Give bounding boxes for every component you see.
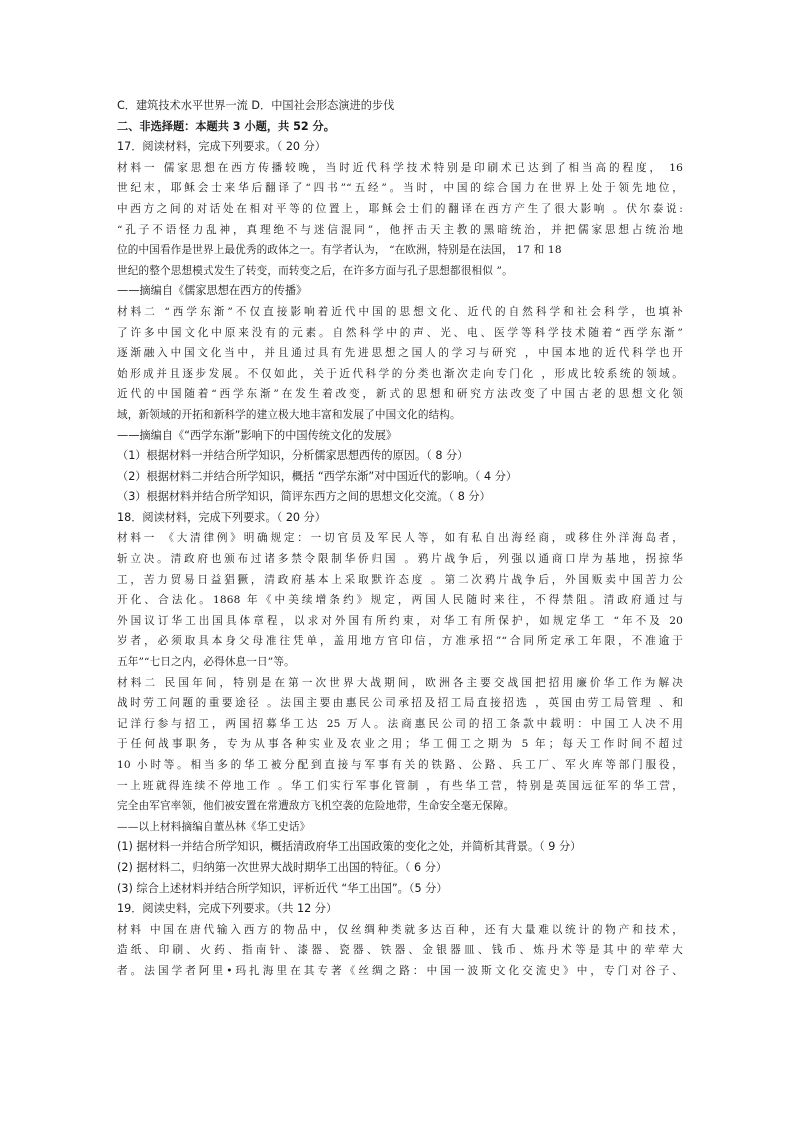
text-line: 材料二 民国年间，特别是在第一次世界大战期间，欧洲各主要交战国把招用廉价华工作为解决: [117, 676, 683, 689]
text-line: 19．阅读史料，完成下列要求。（共 12 分）: [117, 902, 338, 916]
text-line: 世纪的整个思想模式发生了转变，而转变之后，在许多方面与孔子思想都很相似 ”。: [117, 264, 513, 277]
text-line: 10 小时等。相当多的华工被分配到直接与军事有关的铁路、公路、兵工厂、军火库等部门服役，: [117, 759, 683, 771]
text-line: 材料 中国在唐代输入西方的物品中，仅丝绸种类就多达百种，还有大量难以统计的物产和技术，: [117, 923, 683, 936]
text-line: 域，新领域的开拓和新科学的建立极大地丰富和发展了中国文化的结构。: [117, 408, 461, 421]
text-line: 材料一 《大清律例》明确规定：一切官员及军民人等，如有私自出海经商，或移住外洋海岛者，: [117, 532, 683, 545]
text-line: (2) 据材料二，归纳第一次世界大战时期华工出国的特征。（ 6 分）: [117, 860, 448, 874]
text-line: ——摘编自《儒家思想在西方的传播》: [117, 284, 308, 298]
text-line: 五年”“七日之内，必得休息一日”等。: [117, 656, 295, 669]
text-line: ——以上材料摘编自董丛林《华工史话》: [117, 820, 311, 833]
text-line: 记洋行参与招工，两国招募华工达 25 万人。法商惠民公司的招工条款中载明：中国工人决不用: [117, 717, 683, 730]
text-line: 一上班就得连续不停地工作 。华工们实行军事化管制 ，有些华工营，特别是英国远征军的华工营，: [117, 779, 683, 792]
text-line: “孔子不语怪力乱神，真理绝不与迷信混同”，他抨击天主教的黑暗统治，并把儒家思想占统治地: [117, 223, 683, 236]
text-line: 战时劳工问题的重要途径 。法国主要由惠民公司承招及招工局直接招选 ，英国由劳工局管理 、和: [117, 697, 683, 710]
text-line: ——摘编自《“西学东渐”影响下的中国传统文化的发展》: [117, 428, 398, 442]
text-line: 18．阅读材料，完成下列要求。（ 20 分）: [117, 510, 326, 524]
text-line: 工，苦力贸易日益猖獗，清政府基本上采取默许态度 。第二次鸦片战争后，外国贩卖中国苦力公: [117, 573, 683, 586]
text-line: (3) 综合上述材料并结合所学知识，评析近代 “华工出国”。（5 分）: [117, 881, 448, 895]
exam-page: [117, 96, 683, 982]
text-line: （1）根据材料一并结合所学知识，分析儒家思想西传的原因。（ 8 分）: [117, 449, 469, 463]
text-line: （3）根据材料并结合所学知识，简评东西方之间的思想文化交流。（ 8 分）: [117, 490, 491, 504]
text-line: 者。法国学者阿里•玛扎海里在其专著《丝绸之路：中国一波斯文化交流史》中，专门对谷子、: [117, 964, 683, 977]
text-line: 造纸、印刷、火药、指南针、漆器、瓷器、铁器、金银器皿、钱币、炼丹术等是其中的荦荦大: [117, 944, 683, 957]
text-line: 逐渐融入中国文化当中，并且通过具有先进思想之国人的学习与研究 ，中国本地的近代科学也开: [117, 347, 683, 360]
text-line: 开化、合法化。1868 年《中美续增条约》规定，两国人民随时来往，不得禁阻。清政府通过与: [117, 594, 683, 607]
text-line: 17．阅读材料，完成下列要求。（ 20 分）: [117, 140, 326, 154]
text-line: 了许多中国文化中原来没有的元素。自然科学中的声、光、电、医学等科学技术随着“西学东渐”: [117, 326, 683, 339]
text-line: 始形成并且逐步发展。不仅如此，关于近代科学的分类也渐次走向专门化 ，形成比较系统的领域。: [117, 367, 683, 380]
text-line: 完全由军官率领，他们被安置在常遭敌方飞机空袭的危险地带，生命安全毫无保障。: [117, 800, 515, 813]
text-line: （2）根据材料二并结合所学知识，概括 “西学东渐”对中国近代的影响。（ 4 分）: [117, 469, 518, 483]
text-line: C．建筑技术水平世界一流 D．中国社会形态演进的步伐: [117, 99, 395, 112]
text-line: 世纪末，耶稣会士来华后翻译了“四书”“五经”。当时，中国的综合国力在世界上处于领先地位，: [117, 182, 683, 195]
text-line: 岁者，必须取具本身父母准往凭单，盖用地方官印信，方准承招”“合同所定承工年限，不准逾于: [117, 635, 683, 648]
text-line: 二、非选择题：本题共 3 小题，共 52 分。: [117, 119, 335, 133]
text-line: (1) 据材料一并结合所学知识，概括清政府华工出国政策的变化之处，并简析其背景。（ 9 分）: [117, 840, 582, 854]
text-line: 于任何战事职务，专为从事各种实业及农业之用；华工佣工之期为 5 年；每天工作时间不超过: [117, 738, 683, 751]
text-line: 中西方之间的对话处在相对平等的位置上，耶稣会士们的翻译在西方产生了很大影响 。伏尔泰说:: [117, 202, 683, 215]
text-line: 外国议订华工出国具体章程，以求对外国有所约束，对华工有所保护，如规定华工 “年不及 20: [117, 614, 683, 627]
text-line: 材料一 儒家思想在西方传播较晚，当时近代科学技术特别是印刷术已达到了相当高的程度， 16: [117, 161, 683, 174]
text-line: 近代的中国随着“西学东渐”在发生着改变，新式的思想和研究方法改变了中国古老的思想文化领: [117, 388, 683, 401]
text-line: 位的中国看作是世界上最优秀的政体之一。有学者认为， “在欧洲，特别是在法国， 17 和 18: [117, 244, 562, 257]
text-line: 斩立决。清政府也颁布过诸多禁令限制华侨归国 。鸦片战争后，列强以通商口岸为基地，拐掠华: [117, 553, 683, 566]
text-line: 材料二 “西学东渐”不仅直接影响着近代中国的思想文化、近代的自然科学和社会科学，也填补: [117, 305, 683, 318]
